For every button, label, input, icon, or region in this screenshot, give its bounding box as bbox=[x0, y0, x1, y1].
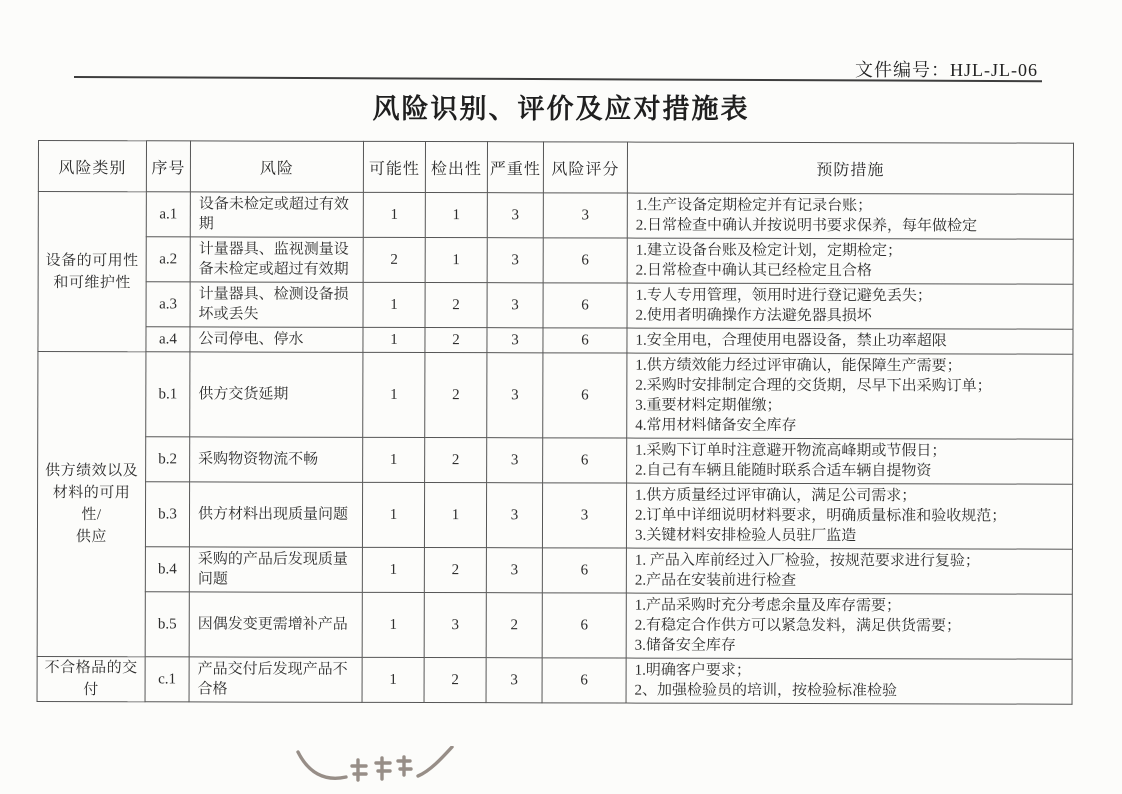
table-row bbox=[38, 352, 1073, 440]
measure-line: 2.订单中详细说明材料要求，明确质量标准和验收规范； bbox=[634, 507, 1007, 525]
table-row bbox=[38, 327, 1073, 355]
measure-line: 1.供方质量经过评审确认，满足公司需求； bbox=[635, 487, 917, 505]
table-row bbox=[38, 437, 1073, 485]
col-header-score: 风险评分 bbox=[543, 142, 627, 193]
col-header-measures: 预防措施 bbox=[627, 142, 1073, 194]
possibility-cell: 1 bbox=[363, 282, 425, 327]
measure-line: 2.日常检查中确认其已经检定且合格 bbox=[635, 262, 872, 280]
score-cell: 6 bbox=[542, 548, 626, 593]
detectability-cell: 2 bbox=[425, 438, 487, 483]
table-header-row bbox=[38, 141, 1073, 195]
measures-cell bbox=[626, 658, 1072, 704]
score-cell: 6 bbox=[542, 658, 626, 703]
col-header-possibility: 可能性 bbox=[363, 141, 425, 192]
measure-line: 2.使用者明确操作方法避免器具损坏 bbox=[635, 307, 872, 325]
risk-cell: 供方材料出现质量问题 bbox=[189, 482, 362, 547]
measure-line: 2、加强检验员的培训，按检验标准检验 bbox=[634, 682, 898, 700]
detectability-cell: 1 bbox=[425, 238, 487, 283]
table-row bbox=[37, 591, 1072, 659]
row-id: a.4 bbox=[146, 327, 190, 352]
risk-cell: 产品交付后发现产品不合格 bbox=[189, 657, 362, 702]
row-id: a.2 bbox=[146, 237, 190, 282]
measures-cell bbox=[627, 193, 1073, 239]
col-header-detectability: 检出性 bbox=[425, 142, 487, 193]
possibility-cell: 1 bbox=[362, 592, 424, 657]
measure-line: 4.常用材料储备安全库存 bbox=[635, 417, 797, 434]
measure-line: 1.生产设备定期检定并有记录台账； bbox=[635, 197, 873, 215]
risk-cell: 采购物资物流不畅 bbox=[190, 437, 363, 482]
row-id: a.1 bbox=[146, 192, 190, 237]
severity-cell: 3 bbox=[487, 238, 543, 283]
possibility-cell: 1 bbox=[363, 192, 425, 237]
measure-line: 3.重要材料定期催缴； bbox=[635, 397, 782, 414]
risk-cell: 设备未检定或超过有效期 bbox=[190, 192, 363, 237]
measure-line: 1.明确客户要求； bbox=[634, 662, 751, 679]
detectability-cell: 1 bbox=[424, 483, 486, 548]
measure-line: 3.关键材料安排检验人员驻厂监造 bbox=[634, 527, 857, 545]
risk-cell: 供方交货延期 bbox=[190, 352, 363, 437]
table-row bbox=[38, 237, 1073, 285]
detectability-cell: 2 bbox=[424, 658, 486, 703]
risk-cell: 计量器具、检测设备损坏或丢失 bbox=[190, 282, 363, 327]
table-row bbox=[38, 192, 1073, 240]
doc-number-label: 文件编号： bbox=[855, 60, 950, 80]
table-row bbox=[37, 656, 1072, 704]
handwritten-scribble-mark-icon bbox=[292, 746, 462, 794]
measure-line: 1.专人专用管理，领用时进行登记避免丢失； bbox=[635, 287, 932, 305]
risk-cell: 因偶发变更需增补产品 bbox=[189, 592, 362, 657]
severity-cell: 3 bbox=[487, 193, 543, 238]
measure-line: 1.产品采购时充分考虑余量及库存需要； bbox=[634, 597, 902, 615]
doc-number bbox=[855, 56, 1038, 82]
severity-cell: 3 bbox=[486, 483, 542, 548]
severity-cell: 3 bbox=[487, 328, 543, 353]
possibility-cell: 2 bbox=[363, 237, 425, 282]
possibility-cell: 1 bbox=[362, 482, 424, 547]
possibility-cell: 1 bbox=[363, 327, 425, 352]
detectability-cell: 2 bbox=[425, 328, 487, 353]
possibility-cell: 1 bbox=[363, 437, 425, 482]
page-title: 风险识别、评价及应对措施表 bbox=[372, 94, 750, 124]
measures-cell bbox=[626, 483, 1072, 549]
measures-cell bbox=[627, 283, 1073, 329]
score-cell: 6 bbox=[543, 238, 627, 283]
risk-cell: 采购的产品后发现质量问题 bbox=[189, 547, 362, 592]
measures-cell bbox=[627, 353, 1073, 439]
row-id: c.1 bbox=[145, 657, 189, 702]
row-id: a.3 bbox=[146, 282, 190, 327]
row-id: b.1 bbox=[146, 352, 190, 437]
measure-line: 2.采购时安排制定合理的交货期，尽早下出采购订单； bbox=[635, 377, 992, 395]
col-header-category: 风险类别 bbox=[38, 141, 146, 192]
doc-number-value: HJL-JL-06 bbox=[950, 60, 1038, 80]
measure-line: 3.储备安全库存 bbox=[634, 637, 736, 654]
category-cell-supplier: 供方绩效以及 材料的可用性/ 供应 bbox=[37, 352, 146, 657]
score-cell: 6 bbox=[543, 283, 627, 328]
detectability-cell: 3 bbox=[424, 593, 486, 658]
row-id: b.3 bbox=[145, 482, 189, 547]
measures-cell bbox=[627, 438, 1073, 484]
severity-cell: 3 bbox=[486, 548, 542, 593]
table-row bbox=[37, 546, 1072, 594]
detectability-cell: 2 bbox=[425, 283, 487, 328]
possibility-cell: 1 bbox=[362, 657, 424, 702]
measures-cell bbox=[627, 238, 1073, 284]
score-cell: 6 bbox=[543, 353, 627, 438]
row-id: b.5 bbox=[145, 592, 189, 657]
category-cell-equipment: 设备的可用性 和可维护性 bbox=[38, 192, 146, 352]
measure-line: 2.日常检查中确认并按说明书要求保养，每年做检定 bbox=[635, 217, 978, 235]
table-row bbox=[38, 282, 1073, 330]
severity-cell: 3 bbox=[487, 353, 543, 438]
measure-line: 1.安全用电，合理使用电器设备，禁止功率超限 bbox=[635, 332, 947, 350]
detectability-cell: 2 bbox=[425, 353, 487, 438]
detectability-cell: 1 bbox=[425, 193, 487, 238]
severity-cell: 3 bbox=[487, 438, 543, 483]
possibility-cell: 1 bbox=[363, 352, 425, 437]
score-cell: 3 bbox=[543, 193, 627, 238]
detectability-cell: 2 bbox=[424, 548, 486, 593]
measures-cell bbox=[626, 593, 1072, 659]
measure-line: 1. 产品入库前经过入厂检验，按规范要求进行复验； bbox=[634, 552, 980, 570]
col-header-risk: 风险 bbox=[190, 141, 363, 192]
score-cell: 6 bbox=[542, 593, 626, 658]
score-cell: 6 bbox=[543, 438, 627, 483]
measure-line: 2.有稳定合作供方可以紧急发料，满足供货需要； bbox=[634, 617, 962, 635]
measures-cell bbox=[627, 328, 1073, 354]
measure-line: 1.建立设备台账及检定计划，定期检定； bbox=[635, 242, 902, 260]
possibility-cell: 1 bbox=[362, 547, 424, 592]
measure-line: 2.自己有车辆且能随时联系合适车辆自提物资 bbox=[635, 462, 932, 480]
risk-cell: 公司停电、停水 bbox=[190, 327, 363, 352]
row-id: b.2 bbox=[146, 437, 190, 482]
measure-line: 1.采购下订单时注意避开物流高峰期或节假日； bbox=[635, 442, 947, 460]
severity-cell: 2 bbox=[486, 593, 542, 658]
row-id: b.4 bbox=[145, 547, 189, 592]
col-header-id: 序号 bbox=[146, 141, 190, 192]
measure-line: 1.供方绩效能力经过评审确认，能保障生产需要； bbox=[635, 357, 962, 375]
risk-cell: 计量器具、监视测量设备未检定或超过有效期 bbox=[190, 237, 363, 282]
measures-cell bbox=[626, 548, 1072, 594]
category-cell-nonconforming: 不合格品的交 付 bbox=[37, 656, 145, 701]
score-cell: 6 bbox=[543, 328, 627, 353]
col-header-severity: 严重性 bbox=[487, 142, 543, 193]
measure-line: 2.产品在安装前进行检查 bbox=[634, 572, 797, 589]
severity-cell: 3 bbox=[486, 658, 542, 703]
score-cell: 3 bbox=[542, 483, 626, 548]
risk-table bbox=[37, 140, 1074, 705]
table-row bbox=[37, 482, 1072, 550]
severity-cell: 3 bbox=[487, 283, 543, 328]
